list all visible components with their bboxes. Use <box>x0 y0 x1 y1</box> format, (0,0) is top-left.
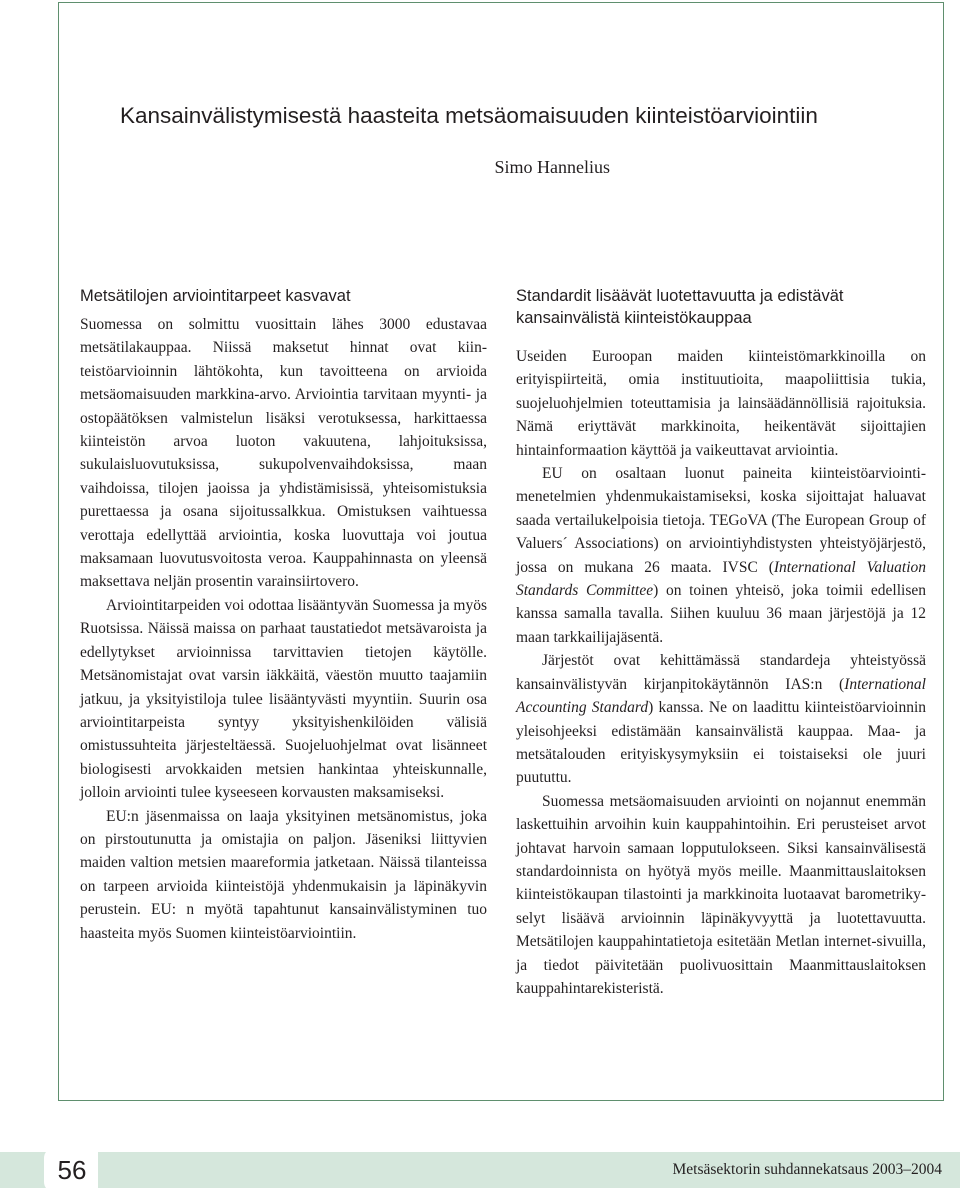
right-paragraph-2 <box>516 462 926 649</box>
ias-full-name: International Accounting Standard <box>516 675 926 717</box>
left-paragraph-1: Suomessa on solmittu vuosittain lähes 3000 edustavaa metsätilakauppaa. Niissä maksetut hinnat ovat kiinteistöarvioinnin lähtökohta, kun tavoitteena on arvioida metsäomaisuuden markkina-arvo. Arviointia tarvitaan myynti- ja ostopäätöksen valmistelun lisäksi verotuksessa, harkittaessa kiinteistön arvoa luoton vakuutena, lahjoituksissa, sukulaisluovutuksissa, sukupolvenvaihdoksissa, maan vaihdoissa, tilojen jaoissa ja yhdistämisissä, yhteisomistuksia purettaessa ja osana sijoitussalkkua. Omistuksen vaihtuessa verottaja edellyttää arviointia, koska luovuttaja voi joutua maksamaan luovutusvoitosta veroa. Kauppahinnasta on yleensä maksettava neljän prosentin varainsiirtovero. <box>80 316 487 591</box>
ivsc-full-name: International Valuation Standards Committee <box>516 558 927 600</box>
right-column-heading: Standardit lisäävät luotettavuutta ja edistävät kansainvälistä kiinteistökauppaa <box>516 287 844 327</box>
right-paragraph-4 <box>516 790 926 1001</box>
article-author: Simo Hannelius <box>494 157 610 177</box>
right-paragraph-1-text: Useiden Euroopan maiden kiinteistömarkkinoilla on erityispiirteitä, omia instituutioita, maapoliittisia tukia, suojeluohjelmien toteuttamisia ja lainsäädännöllisiä rajoituksia. Nämä eriyttävät markkinoita, heikentävät sijoittajien hintainformaation käyttöä ja vaikeuttavat arviointia. <box>516 348 926 459</box>
left-column-heading: Metsätilojen arviointitarpeet kasvavat <box>80 287 351 305</box>
publication-title: Metsäsektorin suhdannekatsaus 2003–2004 <box>672 1161 942 1178</box>
right-paragraph-2-text-b: ) on toinen yhteisö, joka toimii edellisen kanssa samalla tavalla. Siihen kuuluu 36 maan järjestöjä ja 12 maan tarkkailijajäsentä. <box>516 582 926 646</box>
right-paragraph-3 <box>516 649 926 789</box>
article-title: Kansainvälistymisestä haasteita metsäomaisuuden kiinteistöarviointiin <box>120 103 818 128</box>
page-number: 56 <box>57 1155 87 1185</box>
left-column <box>80 285 487 945</box>
left-paragraph-3: EU:n jäsenmaissa on laaja yksityinen metsänomistus, joka on pirstoutunutta ja omistajia on paljon. Jäseniksi liittyvien maiden valtion metsien maareformia jatketaan. Näissä tilanteissa on tarpeen arvioida kiinteistöjä yhdenmukaisin ja läpinäkyvin perustein. EU: n myötä tapahtunut kansainvälistyminen tuo haasteita myös Suomen kiinteistöarviointiin. <box>80 807 487 942</box>
left-paragraph-2: Arviointitarpeiden voi odottaa lisääntyvän Suomessa ja myös Ruotsissa. Näissä maissa on parhaat taustatiedot metsävaroista ja edellytykset arvioinnissa tarvittavien tietojen käytölle. Metsänomistajat ovat varsin iäkkäitä, väestön muutto taajamiin jatkuu, ja yksityistiloja tulee lisääntyvästi myyntiin. Suurin osa arviointitarpeista syntyy yksityishenkilöiden välisiä omistussuhteita järjesteltäessä. Suojeluohjelmat ovat lisänneet biologisesti arvokkaiden metsien hankintaa yhteiskunnalle, jolloin arviointi tulee kyseeseen korvausten maksamiseksi. <box>80 596 487 802</box>
right-paragraph-3-text-a: Järjestöt ovat kehittämässä standardeja yhteistyössä kansainvälistyvän kirjanpitokäytännön IAS:n ( <box>516 652 926 693</box>
right-paragraph-2-text-a: EU on osaltaan luonut paineita kiinteistöarviointimenetelmien yhdenmukaistamiseksi, koska sijoittajat haluavat saada vertailukelpoisia tietoja. TEGoVA (The European Group of Valuers´ Associations) on arviointiyhdistysten yhteistyöjärjestö, jossa on mukana 26 maata. IVSC ( <box>516 465 926 576</box>
right-paragraph-3-text-b: ) kanssa. Ne on laadittu kiinteistöarvioinnin yleisohjeeksi edistämään kansainvälistä kauppaa. Maa- ja metsätalouden erityiskysymyksiin ei toistaiseksi ole juuri puututtu. <box>516 699 926 787</box>
right-paragraph-1 <box>516 345 926 462</box>
right-paragraph-4-text: Suomessa metsäomaisuuden arviointi on nojannut enemmän laskettuihin arvoihin kuin kauppahintoihin. Eri perusteiset arvot johtavat harvoin samaan lopputulokseen. Siksi kansainvälisestä standardoinnista on hyötyä myös meille. Maanmittauslaitoksen kiinteistökaupan tilastointi ja markkinoita luotaavat barometrikyselyt lisäävä arvioinnin läpinäkyvyyttä ja luotettavuutta. Metsätilojen kauppahintatietoja esitetään Metlan internet-sivuilla, ja tiedot päivitetään puolivuosittain Maanmittauslaitoksen kauppahintarekisteristä. <box>516 792 926 997</box>
right-column <box>516 285 926 1000</box>
